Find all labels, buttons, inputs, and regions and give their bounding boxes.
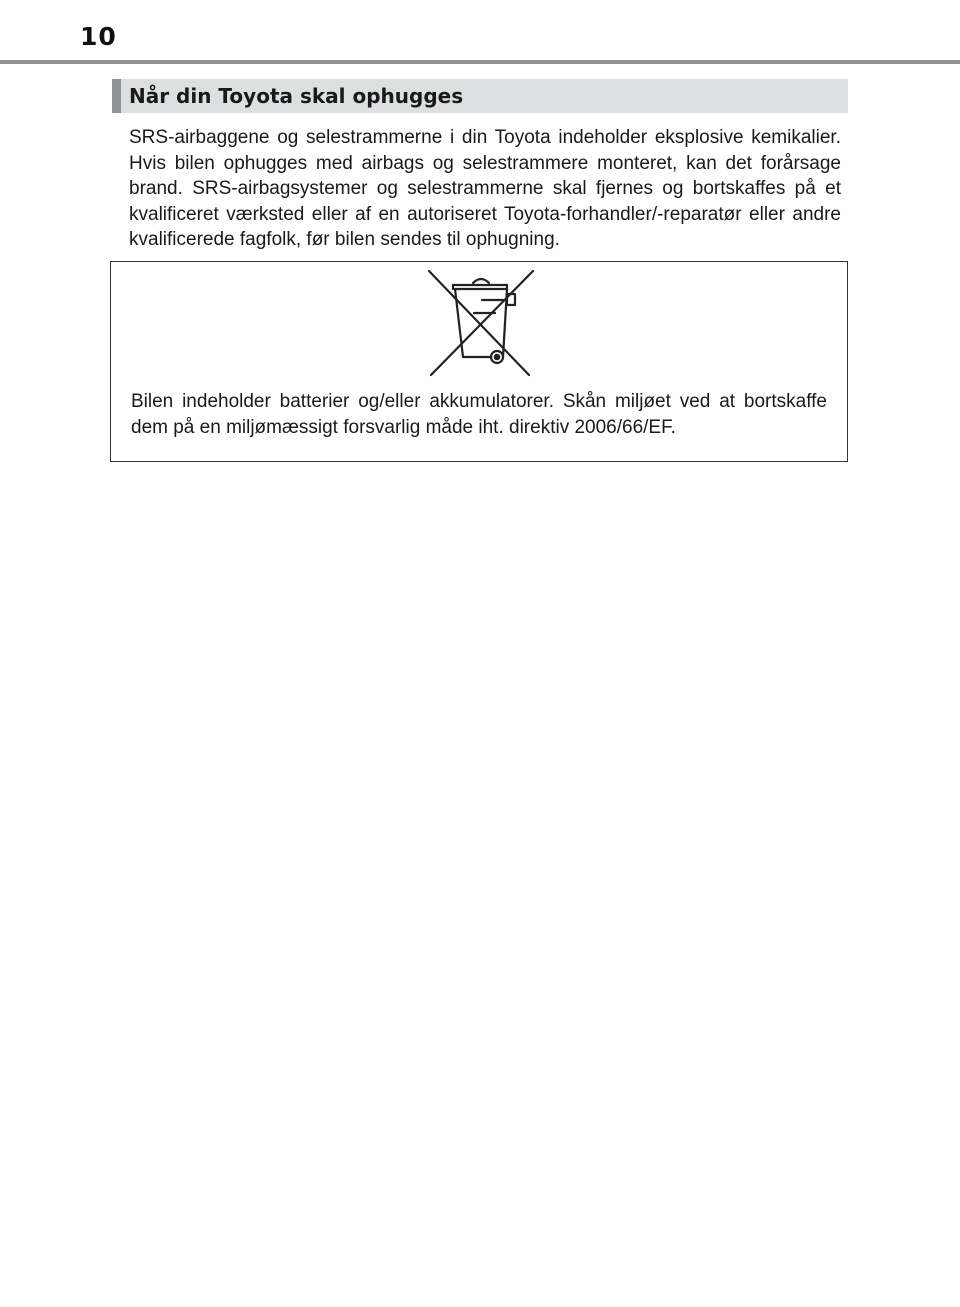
section-body-text: SRS-airbaggene og selestrammerne i din Toyota indeholder eksplosive kemikalier. Hvis bilen ophugges med airbags og selestrammere monteret, kan det forårsage brand. SRS-airbagsystemer og selestrammerne skal fjernes og bortskaffes på et kvalificeret værksted eller af en autoriseret Toyota-forhandler/-reparatør eller andre kvalificerede fagfolk, før bilen sendes til ophugning. [129,127,841,250]
header-divider [0,60,960,64]
section-title: Når din Toyota skal ophugges [129,84,464,108]
crossed-out-wheeled-bin-icon [425,269,537,379]
battery-disposal-notice [110,261,848,462]
section-heading [112,79,848,113]
notice-text: Bilen indeholder batterier og/eller akkumulatorer. Skån miljøet ved at bortskaffe dem på en miljømæssigt forsvarlig måde iht. direktiv 2006/66/EF. [131,391,827,438]
page-number: 10 [80,22,117,51]
